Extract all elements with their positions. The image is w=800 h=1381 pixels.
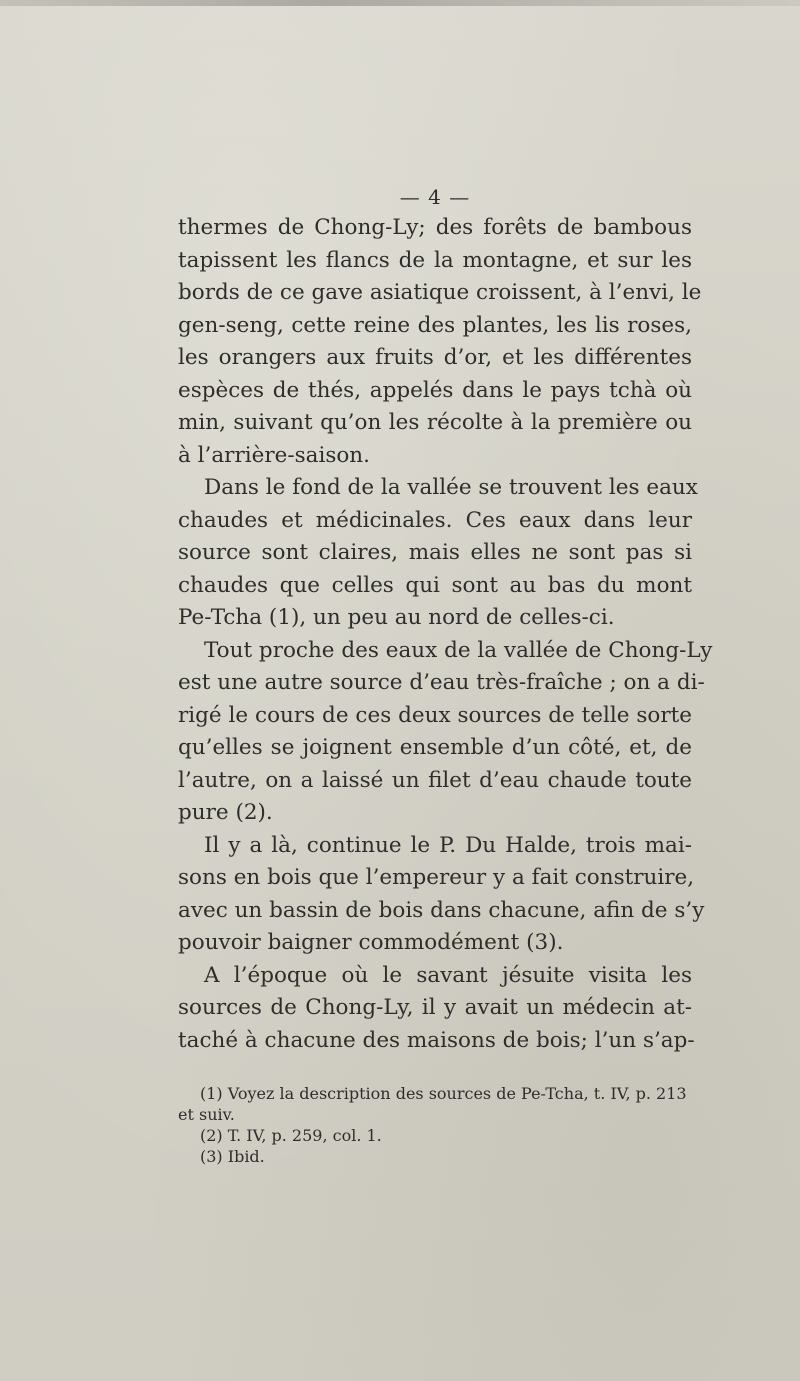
footnote-line: et suiv. — [178, 1105, 235, 1124]
body-line: avec un bassin de bois dans chacune, afin de s’y — [178, 897, 705, 923]
footnote-line: (2) T. IV, p. 259, col. 1. — [200, 1126, 382, 1145]
body-line: Pe-Tcha (1), un peu au nord de celles-ci. — [178, 605, 615, 630]
footnotes — [178, 1083, 692, 1167]
body-line: source sont claires, mais elles ne sont pas si — [178, 540, 692, 565]
page-number: — 4 — — [399, 185, 471, 209]
body-line: Tout proche des eaux de la vallée de Chong-Ly — [204, 637, 713, 663]
body-line: sons en bois que l’empereur y a fait construire, — [178, 865, 695, 890]
body-line: min, suivant qu’on les récolte à la première ou — [178, 410, 692, 435]
footnote-line: (1) Voyez la description des sources de Pe-Tcha, t. IV, p. 213 — [200, 1084, 687, 1103]
body-line: bords de ce gave asiatique croissent, à l’envi, le — [178, 280, 702, 305]
body-line: espèces de thés, appelés dans le pays tchà où — [178, 377, 692, 403]
body-line: A l’époque où le savant jésuite visita les — [204, 962, 692, 988]
footnote-line: (3) Ibid. — [200, 1147, 265, 1166]
body-line: est une autre source d’eau très-fraîche ; on a di- — [178, 670, 705, 695]
body-line: thermes de Chong-Ly; des forêts de bambous — [178, 215, 692, 240]
body-line: chaudes que celles qui sont au bas du mont — [178, 572, 692, 598]
body-line: pure (2). — [178, 800, 273, 825]
body-line: qu’elles se joignent ensemble d’un côté, et, de — [178, 735, 692, 760]
body-line: sources de Chong-Ly, il y avait un médecin at- — [178, 995, 692, 1020]
body-line: pouvoir baigner commodément (3). — [178, 930, 564, 955]
body-line: à l’arrière-saison. — [178, 442, 370, 468]
body-line: taché à chacune des maisons de bois; l’un s’ap- — [178, 1027, 695, 1053]
body-line: rigé le cours de ces deux sources de telle sorte — [178, 702, 692, 728]
body-line: Dans le fond de la vallée se trouvent les eaux — [204, 475, 698, 500]
text-block — [178, 184, 713, 1167]
body-line: les orangers aux fruits d’or, et les différentes — [178, 345, 692, 370]
body-line: l’autre, on a laissé un filet d’eau chaude toute — [178, 767, 692, 793]
body-line: gen-seng, cette reine des plantes, les lis roses, — [178, 312, 692, 338]
page-top-edge-shadow — [0, 0, 800, 6]
body-line: chaudes et médicinales. Ces eaux dans leur — [178, 507, 692, 533]
body-line: Il y a là, continue le P. Du Halde, trois mai- — [204, 832, 692, 858]
body-line: tapissent les flancs de la montagne, et sur les — [178, 247, 692, 273]
